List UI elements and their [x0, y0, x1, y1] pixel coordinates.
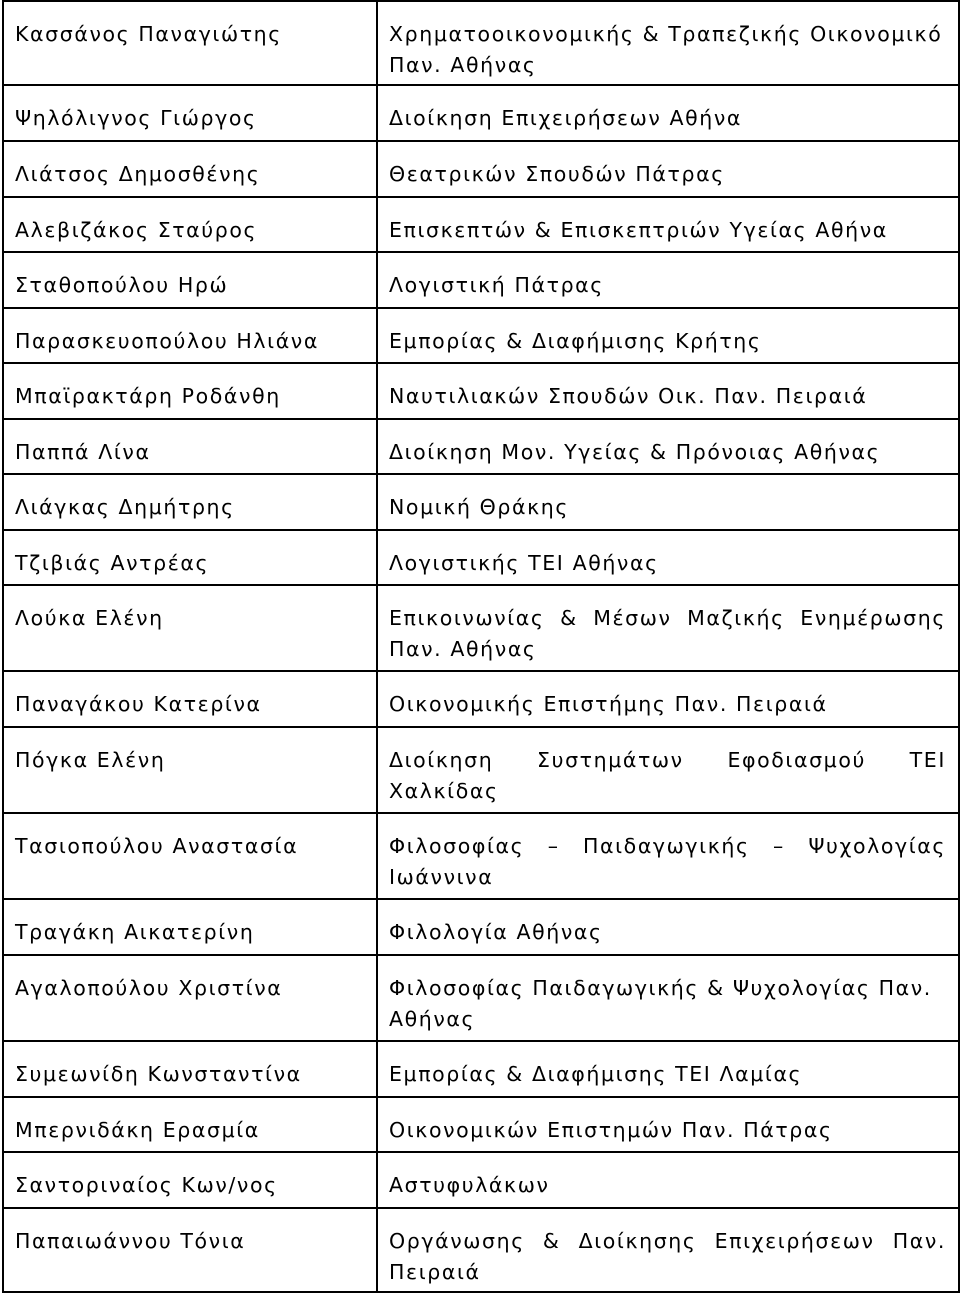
department: Διοίκηση Μον. Υγείας & Πρόνοιας Αθήνας — [377, 419, 959, 474]
table-row — [3, 727, 959, 813]
student-name: Μπερνιδάκη Ερασμία — [3, 1097, 377, 1152]
student-name: Τζιβιάς Αντρέας — [3, 530, 377, 585]
student-name: Παππά Λίνα — [3, 419, 377, 474]
table-row — [3, 419, 959, 474]
department: Διοίκηση Επιχειρήσεων Αθήνα — [377, 85, 959, 141]
table-row — [3, 585, 959, 671]
student-name: Μπαϊρακτάρη Ροδάνθη — [3, 363, 377, 419]
student-name: Τραγάκη Αικατερίνη — [3, 899, 377, 955]
department: Λογιστική Πάτρας — [377, 252, 959, 308]
student-name: Τασιοπούλου Αναστασία — [3, 813, 377, 899]
student-name: Λούκα Ελένη — [3, 585, 377, 671]
department: Νομική Θράκης — [377, 474, 959, 530]
table-row — [3, 1041, 959, 1097]
table-row — [3, 252, 959, 308]
student-name: Αλεβιζάκος Σταύρος — [3, 197, 377, 252]
department: Επικοινωνίας & Μέσων Μαζικής Ενημέρωσης Παν. Αθήνας — [377, 585, 959, 671]
department: Επισκεπτών & Επισκεπτριών Υγείας Αθήνα — [377, 197, 959, 252]
student-name: Ψηλόλιγνος Γιώργος — [3, 85, 377, 141]
department: Εμπορίας & Διαφήμισης Κρήτης — [377, 308, 959, 363]
student-name: Κασσάνος Παναγιώτης — [3, 1, 377, 85]
student-name: Λιάγκας Δημήτρης — [3, 474, 377, 530]
department: Αστυφυλάκων — [377, 1152, 959, 1208]
department: Θεατρικών Σπουδών Πάτρας — [377, 141, 959, 197]
department: Οργάνωσης & Διοίκησης Επιχειρήσεων Παν. Πειραιά — [377, 1208, 959, 1292]
department: Φιλοσοφίας Παιδαγωγικής & Ψυχολογίας Παν. Αθήνας — [377, 955, 959, 1041]
department: Φιλοσοφίας – Παιδαγωγικής – Ψυχολογίας Ιωάννινα — [377, 813, 959, 899]
table-row — [3, 813, 959, 899]
department: Διοίκηση Συστημάτων Εφοδιασμού ΤΕΙ Χαλκίδας — [377, 727, 959, 813]
department: Οικονομικής Επιστήμης Παν. Πειραιά — [377, 671, 959, 727]
table-row — [3, 308, 959, 363]
table-row — [3, 1097, 959, 1152]
table-row — [3, 197, 959, 252]
student-name: Παρασκευοπούλου Ηλιάνα — [3, 308, 377, 363]
student-name: Συμεωνίδη Κωνσταντίνα — [3, 1041, 377, 1097]
department: Ναυτιλιακών Σπουδών Οικ. Παν. Πειραιά — [377, 363, 959, 419]
table-row — [3, 363, 959, 419]
student-name: Σαντοριναίος Κων/νος — [3, 1152, 377, 1208]
table-row — [3, 899, 959, 955]
student-name: Αγαλοπούλου Χριστίνα — [3, 955, 377, 1041]
table-row — [3, 1, 959, 85]
student-name: Σταθοπούλου Ηρώ — [3, 252, 377, 308]
student-name: Παναγάκου Κατερίνα — [3, 671, 377, 727]
student-name: Λιάτσος Δημοσθένης — [3, 141, 377, 197]
department: Εμπορίας & Διαφήμισης ΤΕΙ Λαμίας — [377, 1041, 959, 1097]
student-name: Παπαιωάννου Τόνια — [3, 1208, 377, 1292]
student-department-table — [2, 0, 960, 1293]
table-row — [3, 474, 959, 530]
table-row — [3, 671, 959, 727]
table-row — [3, 141, 959, 197]
table-row — [3, 1208, 959, 1292]
table-row — [3, 955, 959, 1041]
department: Λογιστικής ΤΕΙ Αθήνας — [377, 530, 959, 585]
table-row — [3, 85, 959, 141]
student-name: Πόγκα Ελένη — [3, 727, 377, 813]
department: Φιλολογία Αθήνας — [377, 899, 959, 955]
table-row — [3, 530, 959, 585]
department: Χρηματοοικονομικής & Τραπεζικής Οικονομικό Παν. Αθήνας — [377, 1, 959, 85]
department: Οικονομικών Επιστημών Παν. Πάτρας — [377, 1097, 959, 1152]
table-row — [3, 1152, 959, 1208]
